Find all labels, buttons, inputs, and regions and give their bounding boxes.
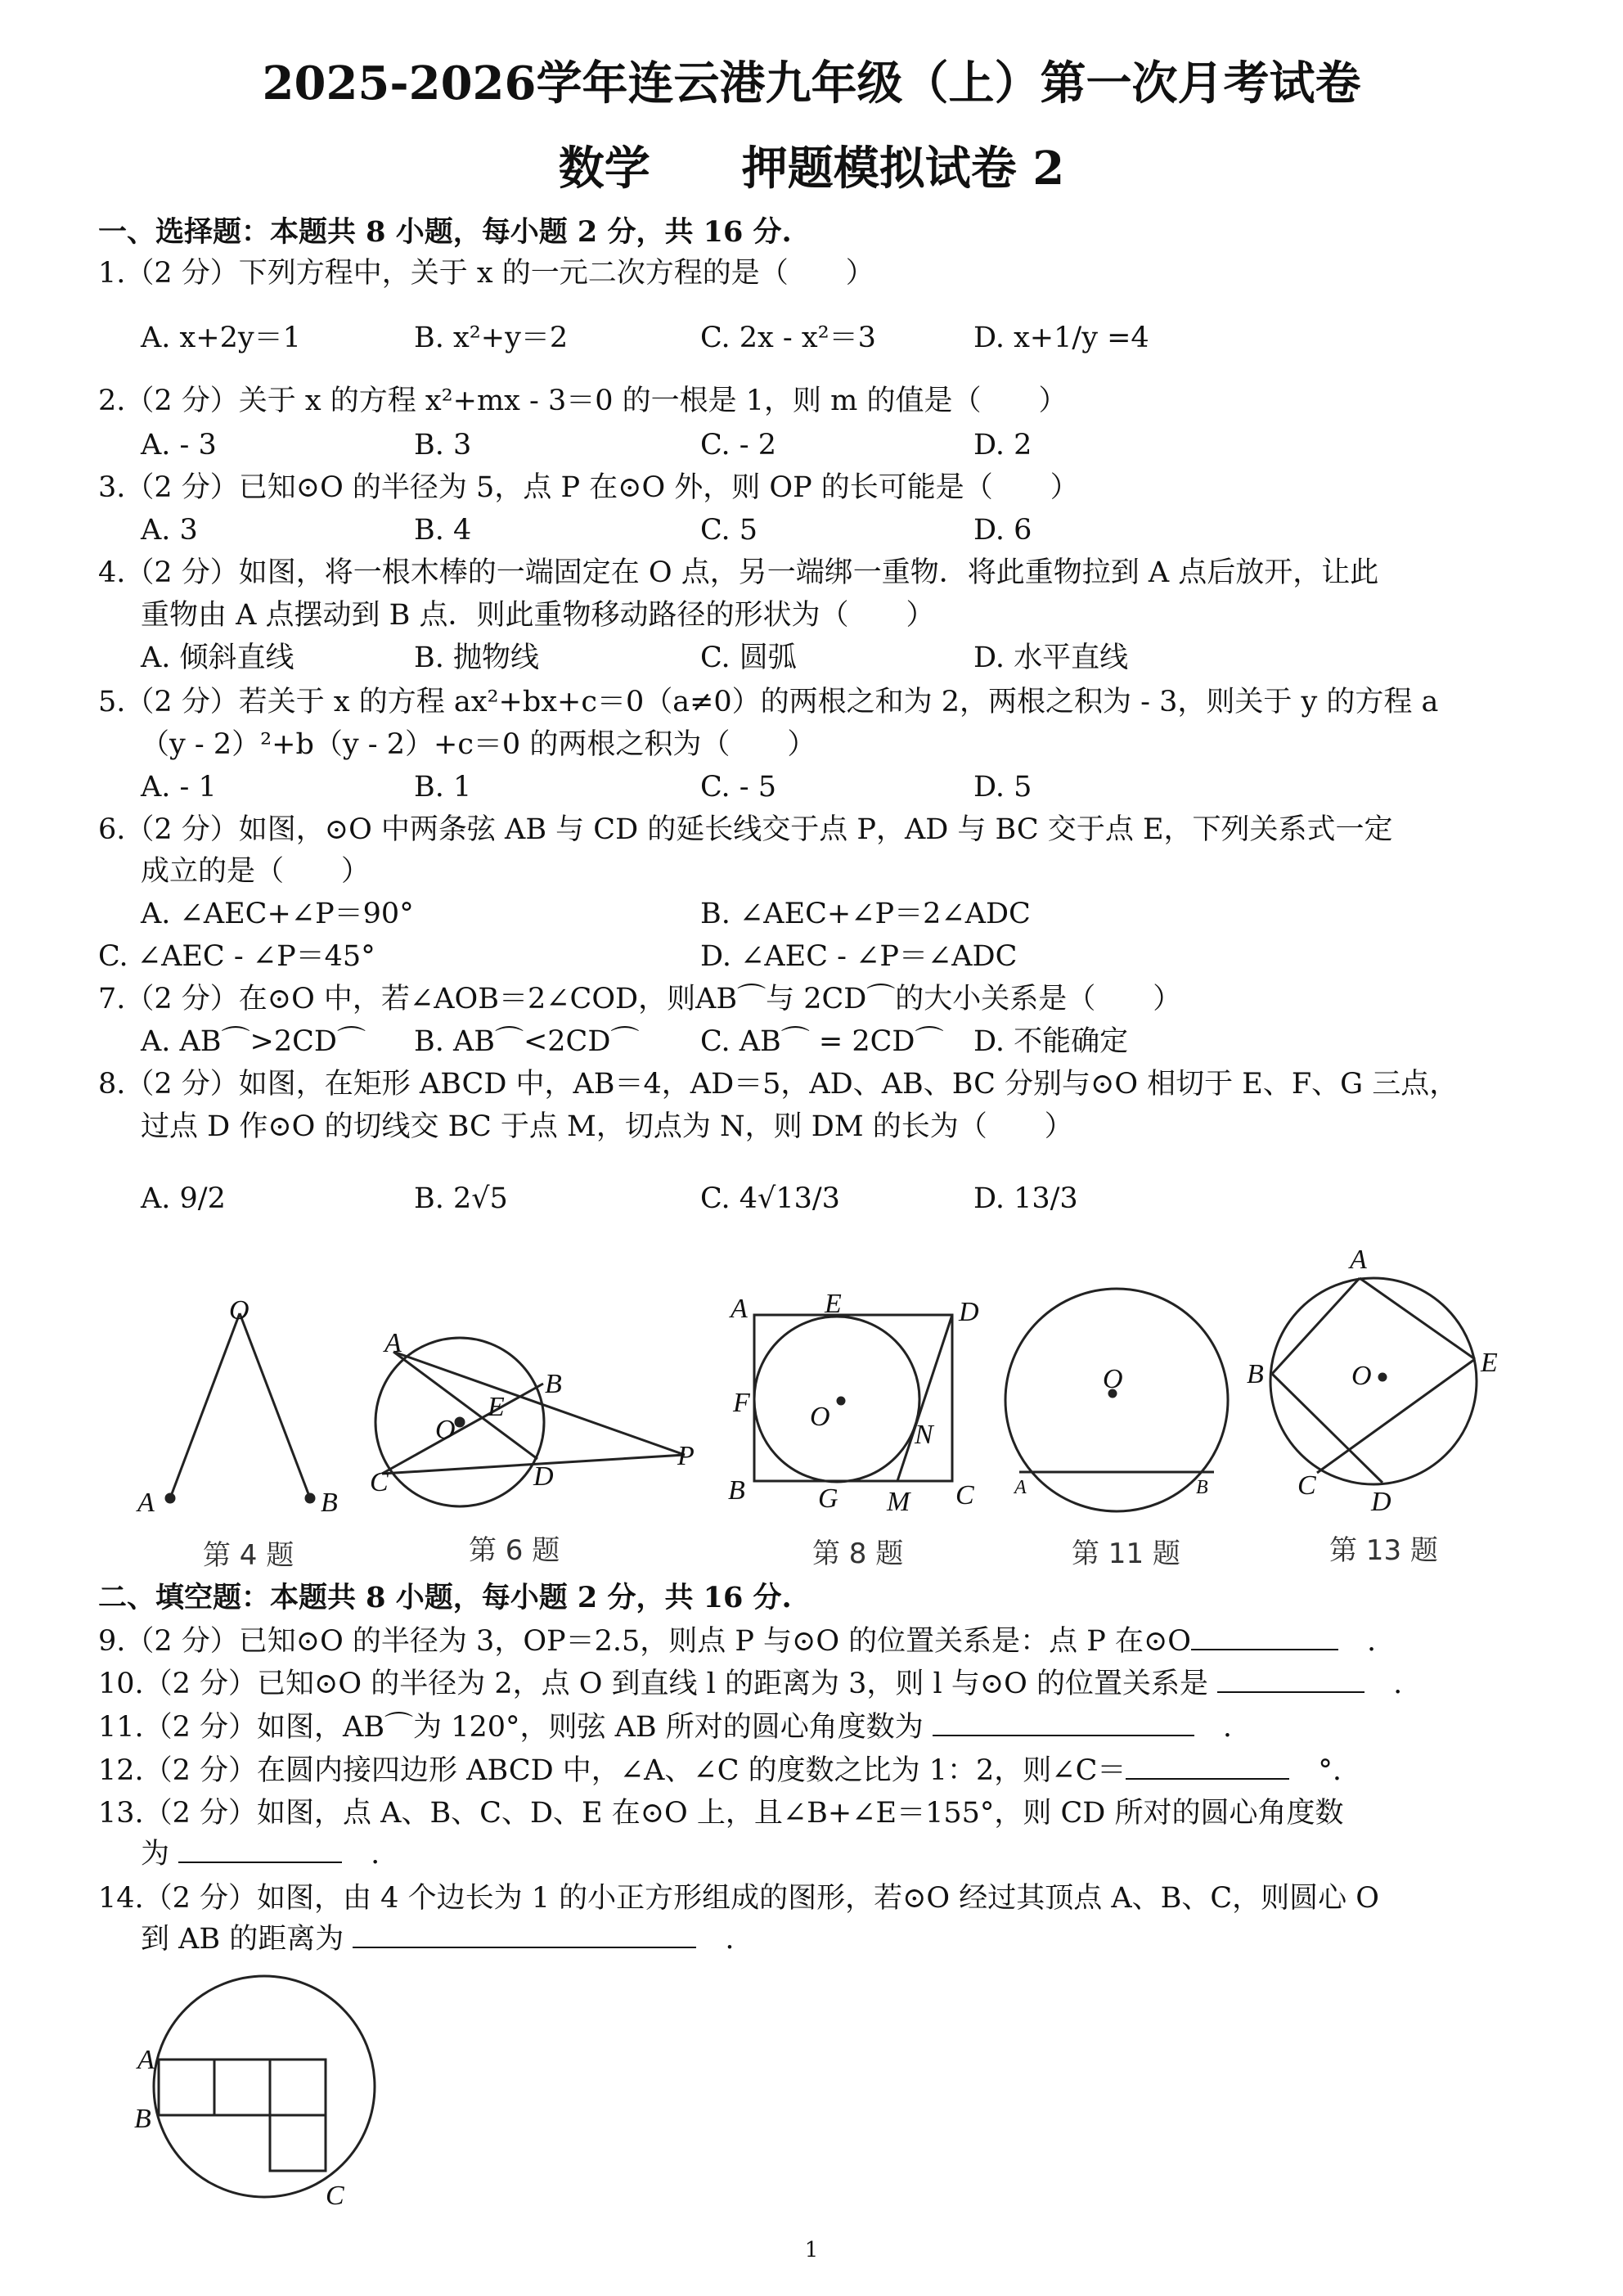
question-9	[98, 1623, 1376, 1659]
question-4-cont: 重物由 A 点摆动到 B 点．则此重物移动路径的形状为（ ）	[141, 599, 935, 632]
option-a: A. AB⌒>2CD⌒	[141, 1025, 366, 1058]
question-3: 3.（2 分）已知⊙O 的半径为 5，点 P 在⊙O 外，则 OP 的长可能是（ ）	[98, 471, 1079, 504]
label-c: C	[326, 2181, 344, 2211]
period: .	[725, 1923, 735, 1956]
question-6: 6.（2 分）如图，⊙O 中两条弦 AB 与 CD 的延长线交于点 P，AD 与 BC 交于点 E，下列关系式一定	[98, 813, 1393, 846]
option-b: B. 4	[414, 514, 472, 547]
question-7: 7.（2 分）在⊙O 中，若∠AOB＝2∠COD，则AB⌒与 2CD⌒的大小关系是（ ）	[98, 983, 1182, 1015]
question-13: 13.（2 分）如图，点 A、B、C、D、E 在⊙O 上，且∠B+∠E＝155°，则 CD 所对的圆心角度数	[98, 1797, 1344, 1830]
label-p: P	[677, 1441, 695, 1471]
option-c: C. 圆弧	[700, 642, 797, 674]
label-b: B	[1247, 1359, 1264, 1389]
figure-caption: 第 4 题	[203, 1539, 294, 1572]
question-text: 9.（2 分）已知⊙O 的半径为 3，OP＝2.5，则点 P 与⊙O 的位置关系是：点 P 在⊙O	[98, 1625, 1192, 1658]
question-5: 5.（2 分）若关于 x 的方程 ax²+bx+c＝0（a≠0）的两根之和为 2，两根之积为 - 3，则关于 y 的方程 a	[98, 686, 1439, 718]
period: .	[371, 1838, 380, 1871]
option-a: A. 9/2	[141, 1182, 226, 1215]
question-text: 10.（2 分）已知⊙O 的半径为 2，点 O 到直线 l 的距离为 3，则 l 与⊙O 的位置关系是	[98, 1668, 1208, 1700]
option-b: B. 3	[414, 429, 472, 461]
answer-blank[interactable]	[178, 1837, 342, 1863]
label-d: D	[959, 1297, 979, 1327]
option-b: B. 1	[414, 771, 472, 804]
question-1: 1.（2 分）下列方程中，关于 x 的一元二次方程的是（ ）	[98, 257, 874, 290]
label-g: G	[818, 1483, 838, 1514]
answer-blank[interactable]	[1217, 1667, 1364, 1693]
question-text: 到 AB 的距离为	[141, 1923, 344, 1956]
question-14-cont	[141, 1921, 735, 1957]
option-c: C. AB⌒ = 2CD⌒	[700, 1025, 944, 1058]
answer-blank[interactable]	[1191, 1624, 1338, 1650]
label-b: B	[321, 1488, 338, 1518]
figure-caption: 第 6 题	[469, 1534, 560, 1567]
page-subtitle: 数学 押题模拟试卷 2	[558, 142, 1065, 196]
question-8-cont: 过点 D 作⊙O 的切线交 BC 于点 M，切点为 N，则 DM 的长为（ ）	[141, 1110, 1073, 1143]
option-c: C. 2x - x²＝3	[700, 322, 876, 354]
option-c: C. - 5	[700, 771, 777, 804]
option-a: A. x+2y＝1	[141, 322, 301, 354]
label-d: D	[533, 1461, 554, 1492]
option-b: B. ∠AEC+∠P＝2∠ADC	[700, 898, 1031, 930]
option-a: A. ∠AEC+∠P＝90°	[141, 898, 414, 930]
label-o: O	[229, 1295, 250, 1326]
label-a: A	[384, 1328, 402, 1358]
label-o: O	[810, 1402, 830, 1432]
label-a: A	[731, 1294, 748, 1324]
label-f: F	[733, 1388, 750, 1418]
label-b: B	[134, 2104, 151, 2134]
label-a: A	[1350, 1245, 1367, 1275]
answer-blank[interactable]	[353, 1922, 696, 1948]
question-text: 为	[141, 1838, 170, 1871]
figure-8-rectangle-circle	[728, 1289, 979, 1570]
answer-blank[interactable]	[933, 1710, 1194, 1736]
option-d: D. ∠AEC - ∠P＝∠ADC	[700, 940, 1018, 973]
label-b: B	[545, 1369, 562, 1399]
figure-4-pendulum	[136, 1295, 338, 1572]
option-d: D. 6	[973, 514, 1032, 547]
label-e: E	[825, 1289, 842, 1319]
label-n: N	[915, 1420, 933, 1450]
option-b: B. 抛物线	[414, 642, 539, 674]
label-a: A	[137, 2045, 155, 2075]
page-number: 1	[804, 2238, 819, 2262]
section-heading-choice: 一、选择题：本题共 8 小题，每小题 2 分，共 16 分.	[98, 215, 792, 249]
label-o: O	[1103, 1364, 1123, 1394]
question-2: 2.（2 分）关于 x 的方程 x²+mx - 3＝0 的一根是 1，则 m 的值是（ ）	[98, 385, 1068, 417]
option-a: A. - 1	[141, 771, 217, 804]
option-a: A. 3	[141, 514, 198, 547]
option-d: D. x+1/y =4	[973, 322, 1149, 354]
figure-6-circle-chords	[370, 1328, 695, 1567]
answer-blank[interactable]	[1126, 1754, 1289, 1780]
question-text: 12.（2 分）在圆内接四边形 ABCD 中，∠A、∠C 的度数之比为 1：2，则∠C＝	[98, 1754, 1126, 1787]
label-a: A	[1014, 1477, 1027, 1498]
label-m: M	[887, 1487, 910, 1517]
period: .	[1367, 1625, 1377, 1658]
figure-13-inscribed-pentagon	[1247, 1245, 1498, 1567]
label-c: C	[955, 1480, 974, 1510]
option-c: C. ∠AEC - ∠P＝45°	[98, 940, 375, 973]
label-b: B	[1196, 1477, 1208, 1498]
option-c: C. 5	[700, 514, 758, 547]
option-d: D. 水平直线	[973, 642, 1129, 674]
figure-caption: 第 8 题	[812, 1537, 904, 1570]
period: .	[1222, 1711, 1233, 1744]
label-o: O	[435, 1415, 456, 1445]
option-c: C. 4√13/3	[700, 1182, 840, 1215]
figure-14-squares-circle	[134, 1976, 375, 2211]
question-5-cont: （y - 2）²+b（y - 2）+c＝0 的两根之积为（ ）	[141, 728, 816, 761]
figure-caption: 第 11 题	[1072, 1537, 1180, 1570]
label-e: E	[1481, 1348, 1498, 1378]
question-8: 8.（2 分）如图，在矩形 ABCD 中，AB＝4，AD＝5，AD、AB、BC 分别与⊙O 相切于 E、F、G 三点，	[98, 1068, 1459, 1101]
option-d: D. 不能确定	[973, 1025, 1129, 1058]
option-b: B. 2√5	[414, 1182, 508, 1215]
label-d: D	[1371, 1487, 1391, 1517]
question-4: 4.（2 分）如图，将一根木棒的一端固定在 O 点，另一端绑一重物．将此重物拉到 A 点后放开，让此	[98, 556, 1379, 589]
question-11	[98, 1709, 1232, 1745]
option-a: A. 倾斜直线	[141, 642, 294, 674]
option-c: C. - 2	[700, 429, 777, 461]
question-10	[98, 1666, 1402, 1702]
label-e: E	[488, 1392, 505, 1422]
label-c: C	[1297, 1470, 1316, 1501]
option-d: D. 5	[973, 771, 1032, 804]
question-6-cont: 成立的是（ ）	[141, 855, 371, 888]
page-title: 2025-2026学年连云港九年级（上）第一次月考试卷	[262, 56, 1361, 110]
degree-suffix: °.	[1318, 1754, 1342, 1787]
question-13-cont	[141, 1836, 380, 1872]
label-a: A	[137, 1488, 155, 1518]
section-heading-fill: 二、填空题：本题共 8 小题，每小题 2 分，共 16 分.	[98, 1581, 792, 1614]
figure-11-circle-chord	[1005, 1289, 1228, 1570]
question-text: 11.（2 分）如图，AB⌒为 120°，则弦 AB 所对的圆心角度数为	[98, 1711, 924, 1744]
option-b: B. AB⌒<2CD⌒	[414, 1025, 640, 1058]
figure-caption: 第 13 题	[1329, 1534, 1438, 1567]
label-o: O	[1351, 1361, 1372, 1391]
label-c: C	[370, 1467, 389, 1497]
question-14: 14.（2 分）如图，由 4 个边长为 1 的小正方形组成的图形，若⊙O 经过其顶点 A、B、C，则圆心 O	[98, 1882, 1379, 1915]
option-b: B. x²+y＝2	[414, 322, 569, 354]
option-d: D. 13/3	[973, 1182, 1078, 1215]
option-d: D. 2	[973, 429, 1032, 461]
period: .	[1393, 1668, 1403, 1700]
question-12	[98, 1753, 1342, 1789]
option-a: A. - 3	[141, 429, 217, 461]
label-b: B	[728, 1475, 745, 1506]
